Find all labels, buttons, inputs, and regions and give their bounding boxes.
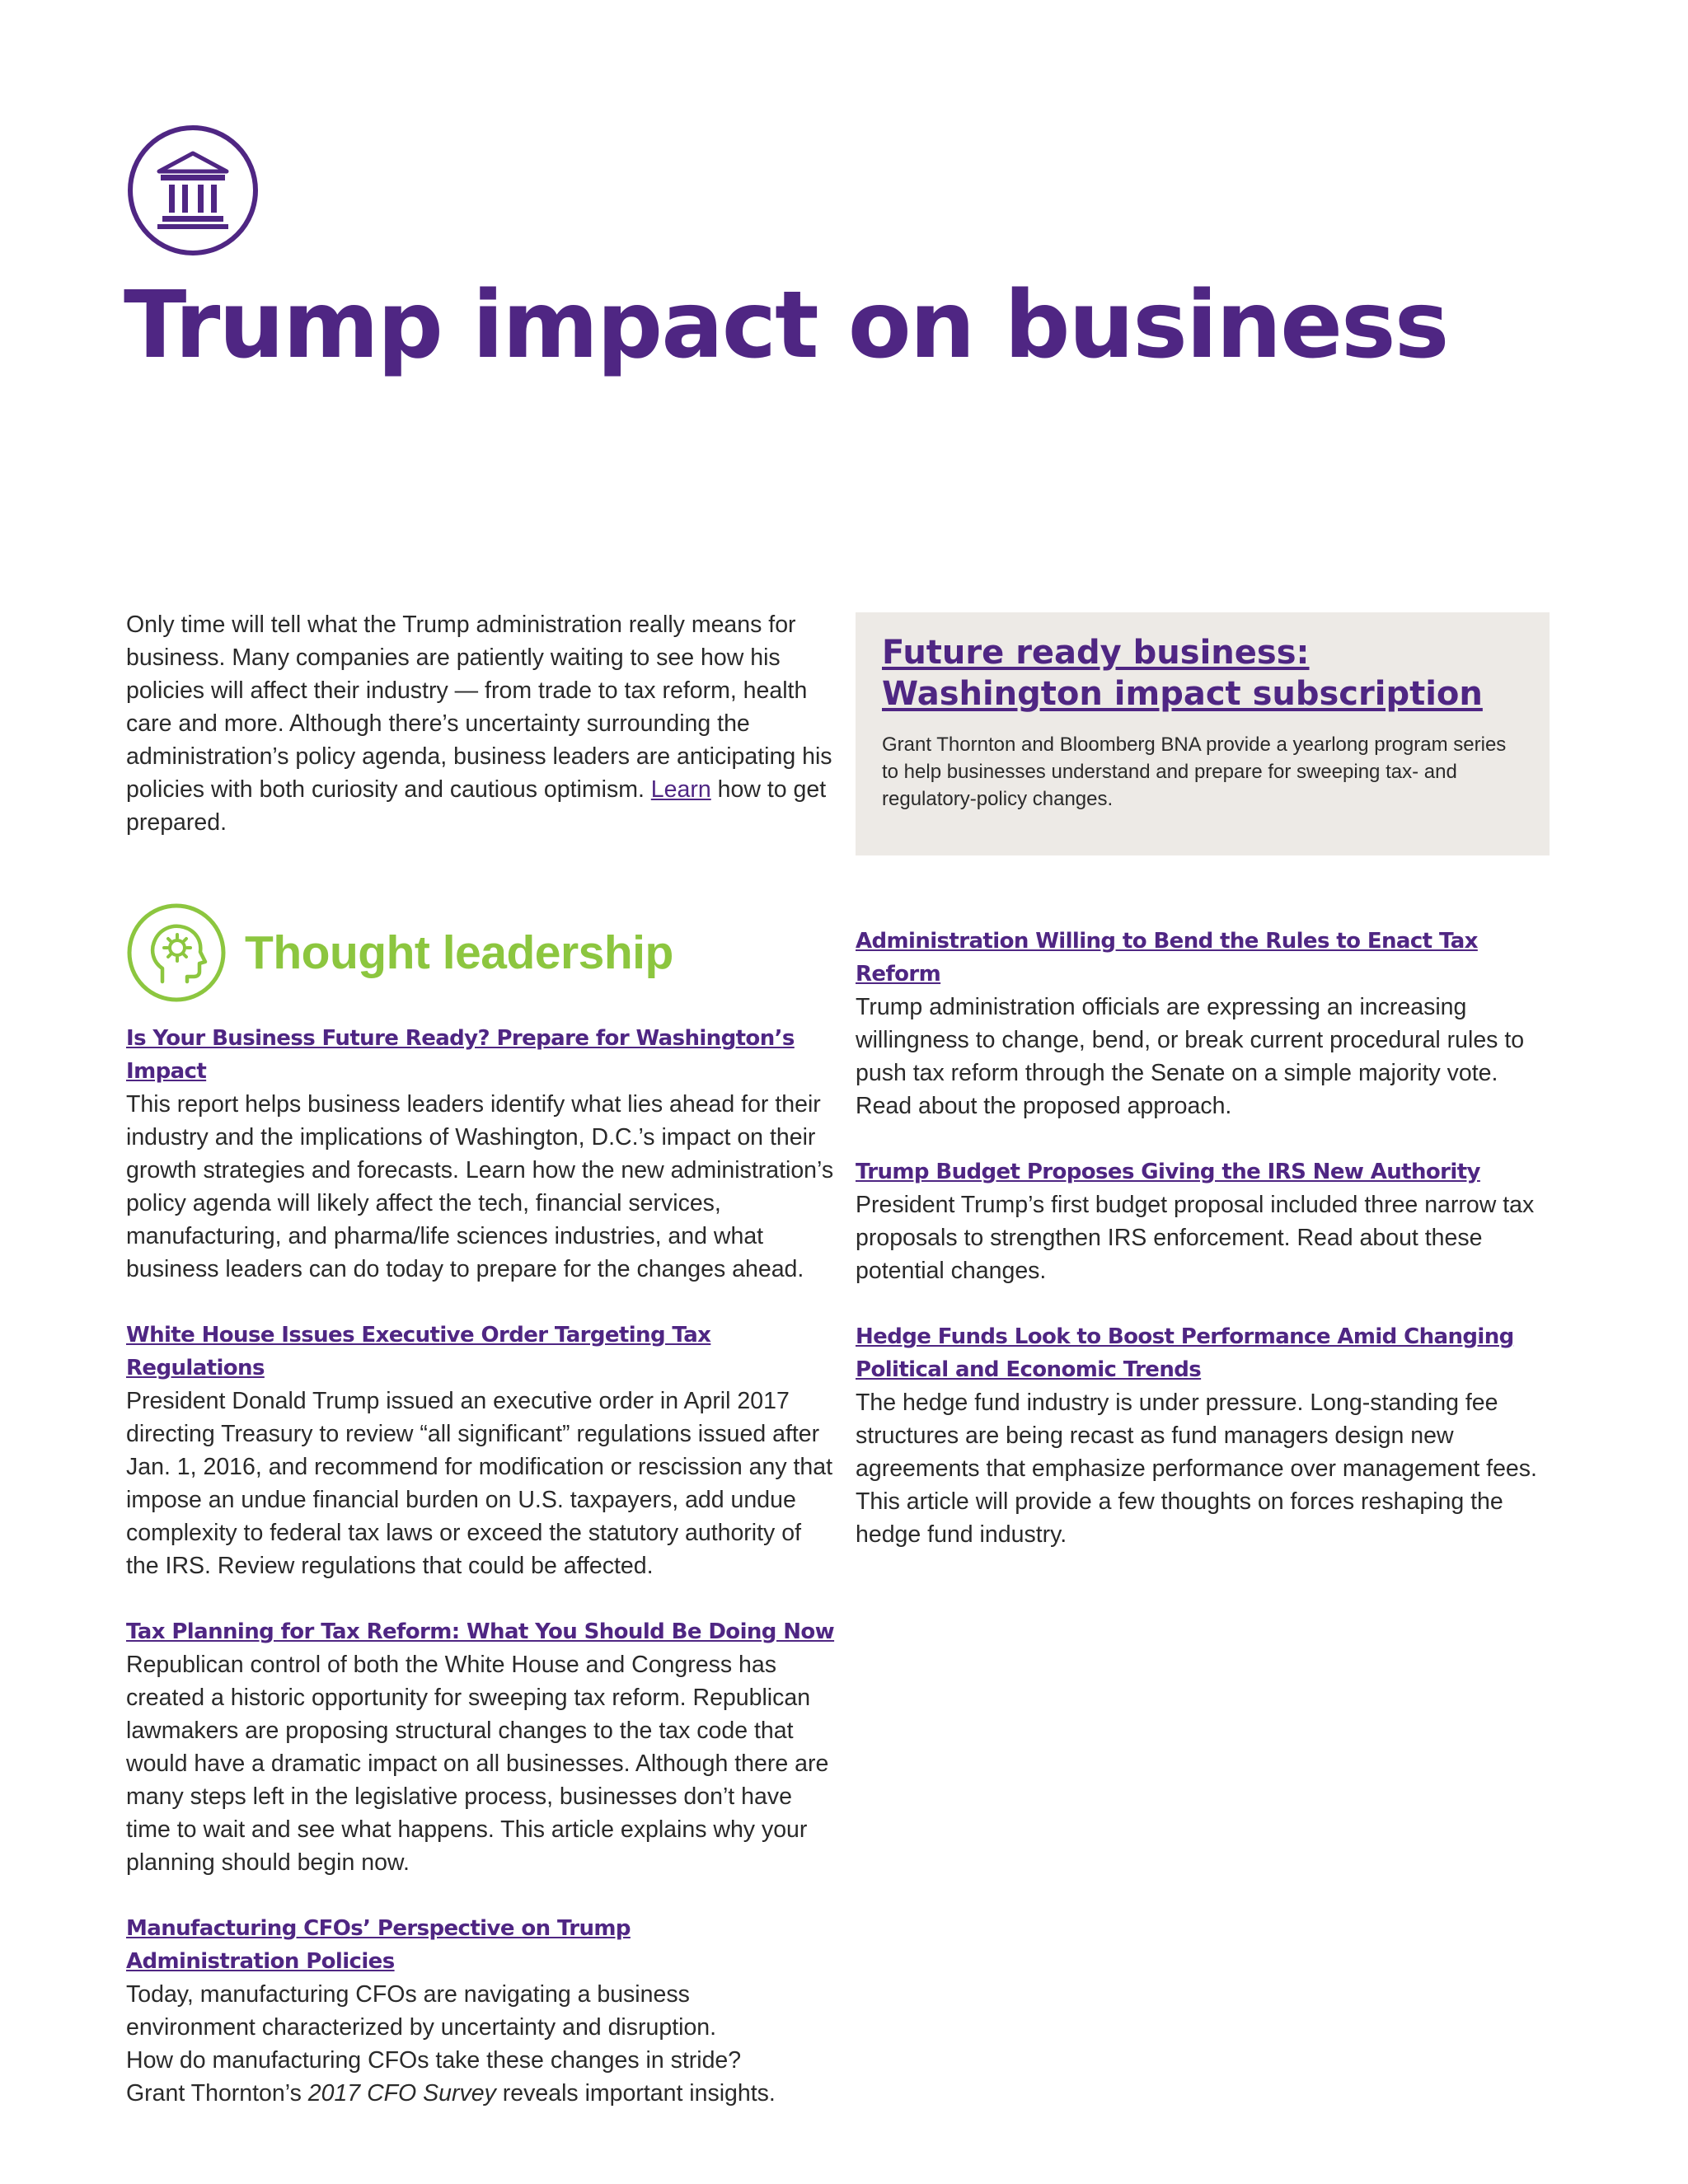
articles-left-column	[126, 1022, 839, 2143]
intro-text: Only time will tell what the Trump administration really means for business. Many companies are patiently waiting to see how his policies will affect their industry — from trade to tax reform, health care and more. Although there’s uncertainty surrounding the administration’s policy agenda, business leaders are anticipating his policies with both curiosity and cautious optimism.	[126, 612, 832, 803]
article-summary: The hedge fund industry is under pressure. Long-standing fee structures are being recast as fund managers design new agreements that emphasize performance over management fees. This article will provide a few thoughts on forces reshaping the hedge fund industry.	[856, 1390, 1537, 1548]
article-item	[126, 1319, 839, 1582]
summary-line-1: Today, manufacturing CFOs are navigating a business	[126, 1981, 690, 2008]
promo-title-link[interactable]	[882, 632, 1520, 715]
section-title: Thought leadership	[245, 926, 673, 979]
summary-line-4-start: Grant Thornton’s	[126, 2080, 308, 2107]
article-summary: Republican control of both the White House and Congress has created a historic opportunity for sweeping tax reform. Republican lawmakers are proposing structural changes to the tax code that would have a dramatic impact on all businesses. Although there are many steps left in the legislative process, businesses don’t have time to wait and see what happens. This article explains why your planning should begin now.	[126, 1652, 829, 1876]
intro-text-end: how to get prepared.	[126, 776, 827, 836]
head-gear-icon	[126, 902, 227, 1003]
article-summary: President Trump’s first budget proposal included three narrow tax proposals to strengthen IRS enforcement. Read about these potential changes.	[856, 1192, 1535, 1284]
article-title-link[interactable]	[856, 1320, 1556, 1386]
article-title-link[interactable]: Trump Budget Proposes Giving the IRS New Authority	[856, 1160, 1480, 1184]
article-title-line-1[interactable]: Manufacturing CFOs’ Perspective on Trump	[126, 1916, 631, 1941]
article-summary	[126, 1978, 839, 2110]
article-item	[126, 1615, 839, 1879]
article-title-link[interactable]: Administration Willing to Bend the Rules to Enact Tax Reform	[856, 929, 1478, 987]
article-title-link[interactable]: White House Issues Executive Order Targeting Tax Regulations	[126, 1323, 711, 1380]
promo-title-line-2[interactable]: Washington impact subscription	[882, 675, 1483, 713]
article-item	[856, 1155, 1556, 1287]
article-title-line-2[interactable]: Administration Policies	[126, 1949, 395, 1974]
promo-description: Grant Thornton and Bloomberg BNA provide a yearlong program series to help businesses understand and prepare for sweeping tax- and regulatory-policy changes.	[882, 733, 1507, 810]
article-title-line-1[interactable]: Hedge Funds Look to Boost Performance Amid Changing	[856, 1324, 1514, 1349]
article-title-link[interactable]: Is Your Business Future Ready? Prepare for Washington’s Impact	[126, 1026, 795, 1084]
article-title-link[interactable]	[126, 1912, 839, 1978]
intro-paragraph	[126, 608, 835, 839]
promo-title-line-1[interactable]: Future ready business:	[882, 634, 1310, 672]
bank-building-icon	[126, 124, 260, 257]
article-item	[126, 1022, 839, 1286]
thought-leadership-header	[126, 901, 673, 1005]
article-summary: Trump administration officials are expressing an increasing willingness to change, bend, or break current procedural rules to push tax reform through the Senate on a simple majority vote. Read about the proposed approach.	[856, 994, 1525, 1119]
summary-line-2: environment characterized by uncertainty and disruption.	[126, 2014, 717, 2041]
survey-title: 2017 CFO Survey	[307, 2080, 496, 2107]
article-summary: President Donald Trump issued an executive order in April 2017 directing Treasury to review “all significant” regulations issued after Jan. 1, 2016, and recommend for modification or rescission any that impose an undue financial burden on U.S. taxpayers, add undue complexity to federal tax laws or exceed the statutory authority of the IRS. Review regulations that could be affected.	[126, 1388, 833, 1579]
article-title-link[interactable]: Tax Planning for Tax Reform: What You Should Be Doing Now	[126, 1619, 835, 1644]
summary-line-4-end: reveals important insights.	[495, 2080, 776, 2107]
article-item	[126, 1912, 839, 2110]
page-title: Trump impact on business	[124, 272, 1448, 379]
articles-right-column	[856, 925, 1556, 1584]
article-title-line-2[interactable]: Political and Economic Trends	[856, 1357, 1202, 1382]
article-summary: This report helps business leaders identify what lies ahead for their industry and the implications of Washington, D.C.’s impact on their growth strategies and forecasts. Learn how the new administration’s policy agenda will likely affect the tech, financial services, manufacturing, and pharma/life sciences industries, and what business leaders can do today to prepare for the changes ahead.	[126, 1091, 834, 1282]
subscription-promo-box	[856, 612, 1550, 855]
article-item	[856, 1320, 1556, 1551]
summary-line-3: How do manufacturing CFOs take these changes in stride?	[126, 2047, 742, 2074]
learn-link[interactable]: Learn	[650, 776, 711, 803]
article-item	[856, 925, 1556, 1122]
